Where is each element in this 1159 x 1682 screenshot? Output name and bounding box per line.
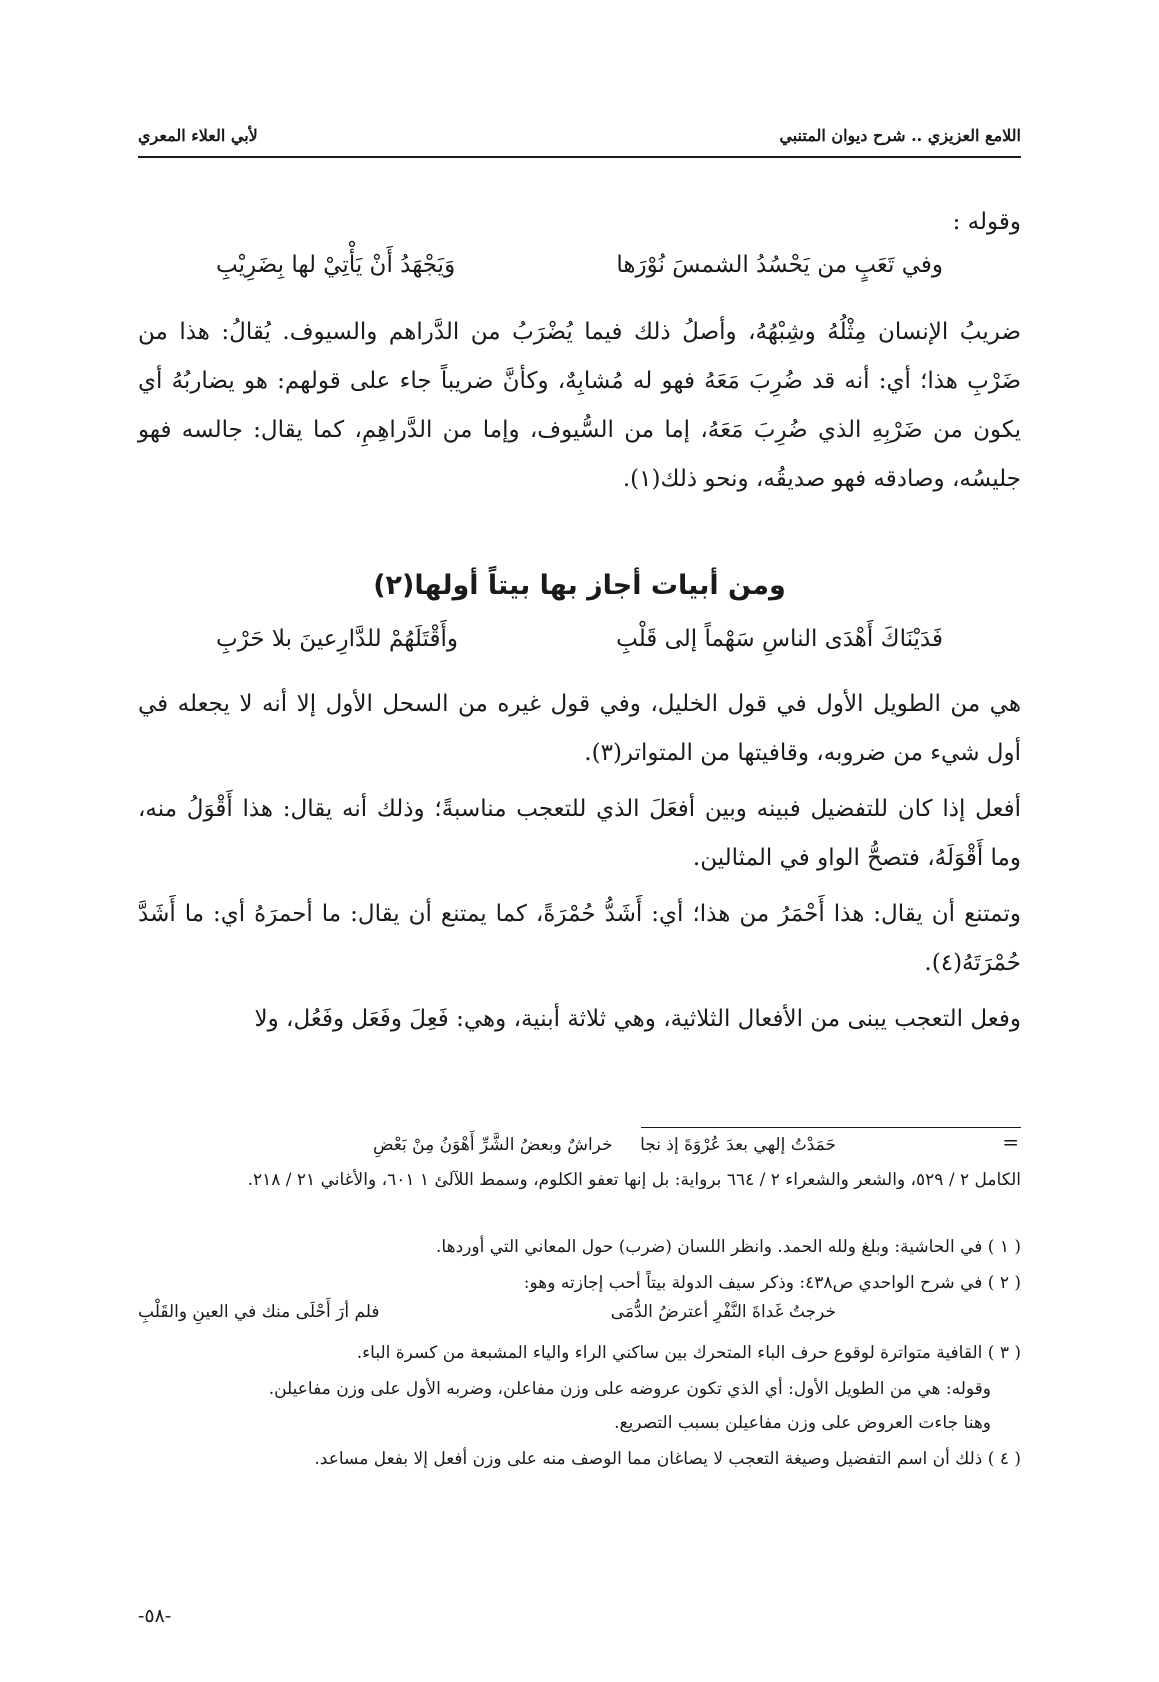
paragraph-2: هي من الطويل الأول في قول الخليل، وفي قول غيره من السحل الأول إلا أنه لا يجعله في أول شيء من ضروبه، وقافيتها من المتواتر(٣). [138, 691, 1021, 766]
paragraph-4: وتمتنع أن يقال: هذا أَحْمَرُ من هذا؛ أي: أَشَدُّ حُمْرَةً، كما يمتنع أن يقال: ما أحمرَهُ أي: ما أَشَدَّ حُمْرَتَهُ(٤). [138, 901, 1021, 976]
header-book-title: اللامع العزيزي .. شرح ديوان المتنبي [779, 126, 1021, 145]
footnote-separator [641, 1127, 1021, 1128]
verse-2 [138, 626, 1021, 666]
footnote-3-line-2: وقوله: هي من الطويل الأول: أي الذي تكون عروضه على وزن مفاعلن، وضربه الأول على وزن مفاعيلن. [268, 1379, 991, 1399]
footnote-2-verse [138, 1302, 1021, 1332]
footnote-2-verse-second-hemistich: فلم أرَ أَحْلَى منك في العينِ والقَلْبِ [138, 1302, 380, 1322]
footnote-3-line-3: وهنا جاءت العروض على وزن مفاعيلن بسبب التصريع. [614, 1413, 991, 1433]
verse-1-second-hemistich: وَيَجْهَدُ أَنْ يَأْتِيْ لها بِضَرِيْبِ [216, 252, 456, 278]
running-header [138, 118, 1021, 158]
header-author: لأبي العلاء المعري [138, 126, 258, 145]
paragraph-5: وفعل التعجب يبنى من الأفعال الثلاثية، وهي ثلاثة أبنية، وهي: فَعِلَ وفَعَل وفَعُل، ولا [254, 1006, 1021, 1032]
footnote-continued-text: الكامل ٢ / ٥٢٩، والشعر والشعراء ٢ / ٦٦٤ برواية: بل إنها تعفو الكلوم، وسمط اللآلئ ١ ٦٠١، والأغاني ٢١ / ٢١٨. [247, 1170, 1021, 1190]
footnote-3: ( ٣ ) القافية متواترة لوقوع حرف الباء المتحرك بين ساكني الراء والياء المشبعة من كسرة الباء. [356, 1343, 1021, 1363]
footnote-4: ( ٤ ) ذلك أن اسم التفضيل وصيغة التعجب لا يصاغان مما الوصف منه على وزن أفعل إلا بفعل مساعد. [314, 1449, 1021, 1469]
verse-2-first-hemistich: فَدَيْنَاكَ أَهْدَى الناسِ سَهْماً إلى قَلْبِ [616, 626, 943, 652]
footnote-2: ( ٢ ) في شرح الواحدي ص٤٣٨: وذكر سيف الدولة بيتاً أحب إجازته وهو: [523, 1273, 1021, 1293]
footnote-2-verse-first-hemistich: خرجتُ غَداةَ النَّفْرِ أعترضُ الدُّمَى [610, 1302, 836, 1322]
footnote-continued-verse [138, 1135, 1021, 1165]
footnote-verse-second-hemistich: خراشٌ وبعضُ الشَّرِّ أَهْوَنُ مِنْ بَعْضِ [373, 1135, 613, 1155]
paragraph-1: ضريبُ الإنسان مِثْلُهُ وشِبْهُهُ، وأصلُ ذلك فيما يُضْرَبُ من الدَّراهم والسيوف. يُقالُ: هذا من ضَرْبِ هذا؛ أي: أنه قد ضُرِبَ مَعَهُ فهو له مُشابِهٌ، وكأنَّ ضريباً جاء على قولهم: هو يضاربُهُ أي يكون من ضَرْبِهِ الذي ضُرِبَ مَعَهُ، إما من السُّيوف، وإما من الدَّراهِمِ، كما يقال: جالسه فهو جليسُه، وصادقه فهو صديقُه، ونحو ذلك(١). [138, 319, 1021, 492]
verse-1 [138, 252, 1021, 292]
page-number: -٥٨- [138, 1605, 172, 1627]
verse-1-first-hemistich: وفي تَعَبٍ من يَحْسُدُ الشمسَ نُوْرَها [616, 252, 943, 278]
footnote-verse-first-hemistich: حَمَدْتُ إلهي بعدَ عُرْوَةَ إذ نجا [640, 1135, 836, 1155]
paragraph-3: أفعل إذا كان للتفضيل فبينه وبين أفعَلَ الذي للتعجب مناسبةً؛ وذلك أنه يقال: هذا أَقْوَلُ منه، وما أَقْوَلَهُ، فتصحُّ الواو في المثالين. [138, 796, 1021, 871]
footnote-1: ( ١ ) في الحاشية: وبلغ ولله الحمد. وانظر اللسان (ضرب) حول المعاني التي أوردها. [436, 1237, 1021, 1257]
section-heading: ومن أبيات أجاز بها بيتاً أولها(٢) [373, 570, 786, 601]
intro-text: وقوله : [952, 209, 1021, 235]
verse-2-second-hemistich: وأَقْتَلَهُمْ للدَّارِعينَ بلا حَرْبِ [216, 626, 458, 652]
footnote-continuation-mark: = [1002, 1130, 1019, 1154]
